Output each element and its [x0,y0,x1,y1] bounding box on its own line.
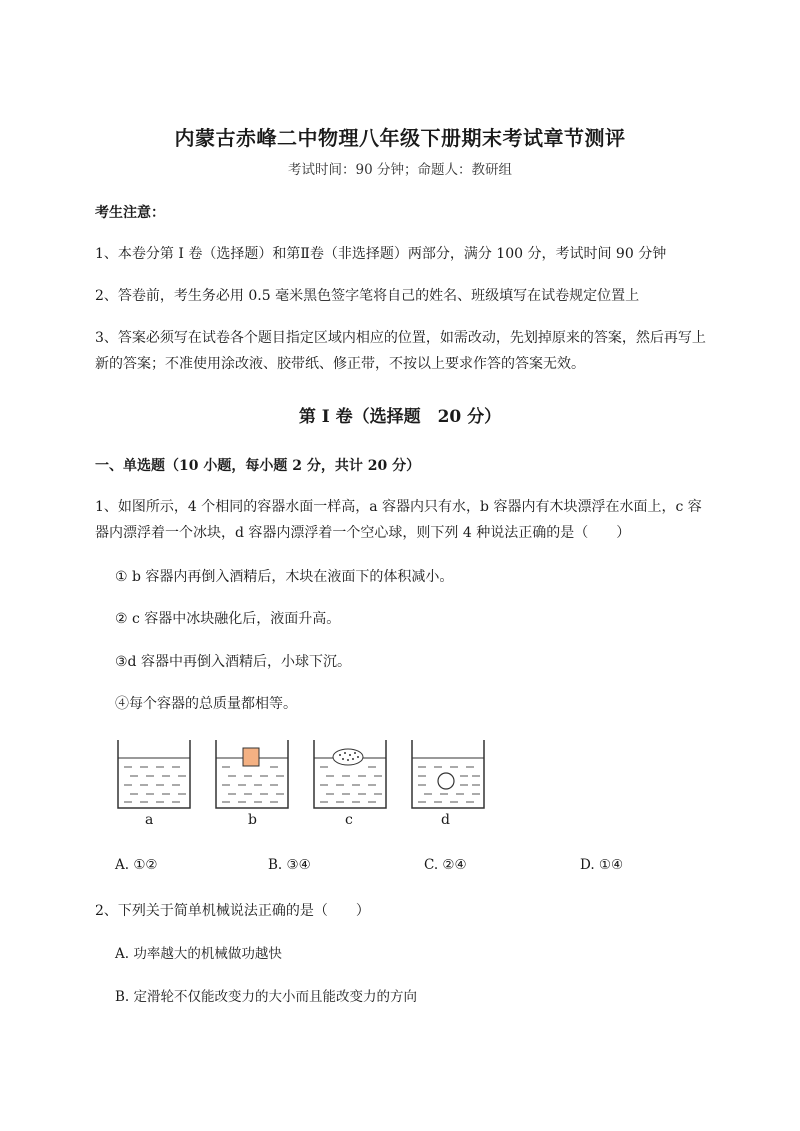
wood-block [243,748,259,766]
container-c [314,740,386,808]
question-1-stem: 1、如图所示，4 个相同的容器水面一样高，a 容器内只有水，b 容器内有木块漂浮在水面上，c 容器内漂浮着一个冰块，d 容器内漂浮着一个空心球，则下列 4 种说法正确的是（ ） [95,499,702,541]
figure-label-d: d [441,812,450,828]
figure-label-a: a [145,812,154,828]
option-c[interactable]: C. ②④ [424,857,467,873]
statement-3: ③d 容器中再倒入酒精后，小球下沉。 [115,654,351,670]
container-b [216,740,288,808]
hollow-ball [438,773,454,789]
statement-2: ② c 容器中冰块融化后，液面升高。 [115,611,341,627]
exam-info: 考试时间：90 分钟；命题人：教研组 [288,162,512,178]
notice-item: 2、答卷前，考生务必用 0.5 毫米黑色签字笔将自己的姓名、班级填写在试卷规定位置上 [95,288,640,304]
figure-label-c: c [345,812,353,828]
statement-1: ① b 容器内再倒入酒精后，木块在液面下的体积减小。 [115,569,454,585]
option-b[interactable]: B. ③④ [268,857,311,873]
figure-label-b: b [248,812,257,828]
part-heading: 一、单选题（10 小题，每小题 2 分，共计 20 分） [95,458,421,474]
notice-item: 3、答案必须写在试卷各个题目指定区域内相应的位置，如需改动，先划掉原来的答案，然后再写上新的答案；不准使用涂改液、胶带纸、修正带，不按以上要求作答的答案无效。 [95,330,706,372]
container-d [412,740,484,808]
option-d[interactable]: D. ①④ [580,857,624,873]
question-2-stem: 2、下列关于简单机械说法正确的是（ ） [95,903,370,919]
option-b[interactable]: B. 定滑轮不仅能改变力的大小而且能改变力的方向 [115,989,418,1005]
container-a [118,740,190,808]
statement-4: ④每个容器的总质量都相等。 [115,696,297,712]
notice-heading: 考生注意： [95,205,165,221]
option-a[interactable]: A. 功率越大的机械做功越快 [115,946,282,962]
section-title: 第 I 卷（选择题 20 分） [298,407,502,427]
page-title: 内蒙古赤峰二中物理八年级下册期末考试章节测评 [174,126,626,150]
option-a[interactable]: A. ①② [115,857,158,873]
notice-item: 1、本卷分第 I 卷（选择题）和第Ⅱ卷（非选择题）两部分，满分 100 分，考试时间 90 分钟 [95,246,667,262]
